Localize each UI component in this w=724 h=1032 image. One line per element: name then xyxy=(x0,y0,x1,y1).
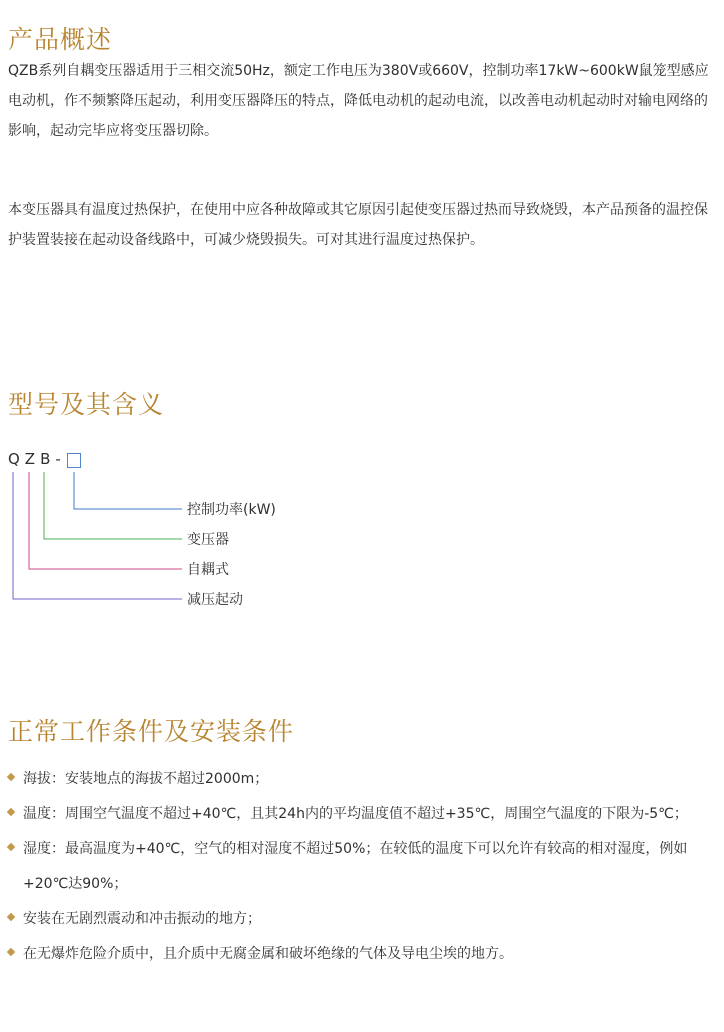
model-diagram xyxy=(0,450,724,620)
model-code: QZB- xyxy=(8,450,66,468)
diagram-label-power: 控制功率(kW) xyxy=(187,502,276,518)
diamond-bullet-icon xyxy=(7,948,15,956)
condition-altitude: 海拔：安装地点的海拔不超过2000m； xyxy=(23,771,269,787)
diagram-label-transformer: 变压器 xyxy=(187,532,229,548)
overview-title: 产品概述 xyxy=(8,25,113,54)
model-diagram-lines xyxy=(0,450,724,620)
diagram-label-reduced: 减压起动 xyxy=(187,592,243,608)
list-item xyxy=(8,832,720,902)
conditions-title: 正常工作条件及安装条件 xyxy=(8,717,295,746)
diagram-label-auto: 自耦式 xyxy=(187,562,229,578)
list-item xyxy=(8,797,720,832)
list-item xyxy=(8,902,720,937)
model-title: 型号及其含义 xyxy=(8,390,165,419)
overview-paragraph-1: QZB系列自耦变压器适用于三相交流50Hz，额定工作电压为380V或660V，控制功率17kW~600kW鼠笼型感应电动机，作不频繁降压起动，利用变压器降压的特点，降低电动机的起动电流，以改善电动机起动时对输电网络的影响，起动完毕应将变压器切除。 xyxy=(8,63,709,139)
diagram-line-reduced xyxy=(13,472,182,599)
list-item xyxy=(8,762,720,797)
diamond-bullet-icon xyxy=(7,773,15,781)
overview-paragraph-2: 本变压器具有温度过热保护，在使用中应各种故障或其它原因引起使变压器过热而导致烧毁，本产品预备的温控保护装置装接在起动设备线路中，可减少烧毁损失。可对其进行温度过热保护。 xyxy=(8,202,708,248)
condition-vibration: 安装在无剧烈震动和冲击振动的地方； xyxy=(23,911,261,927)
diamond-bullet-icon xyxy=(7,808,15,816)
diagram-line-power xyxy=(74,472,182,509)
diamond-bullet-icon xyxy=(7,843,15,851)
conditions-list xyxy=(8,762,720,972)
condition-environment: 在无爆炸危险介质中，且介质中无腐金属和破坏绝缘的气体及导电尘埃的地方。 xyxy=(23,946,513,962)
condition-humidity: 湿度：最高温度为+40℃，空气的相对湿度不超过50%；在较低的温度下可以允许有较高的相对湿度，例如+20℃达90%； xyxy=(23,841,688,892)
diagram-line-transformer xyxy=(44,472,182,539)
list-item xyxy=(8,937,720,972)
condition-temperature: 温度：周围空气温度不超过+40℃，且其24h内的平均温度值不超过+35℃，周围空气温度的下限为-5℃； xyxy=(23,806,688,822)
diagram-line-auto xyxy=(29,472,182,569)
diamond-bullet-icon xyxy=(7,913,15,921)
